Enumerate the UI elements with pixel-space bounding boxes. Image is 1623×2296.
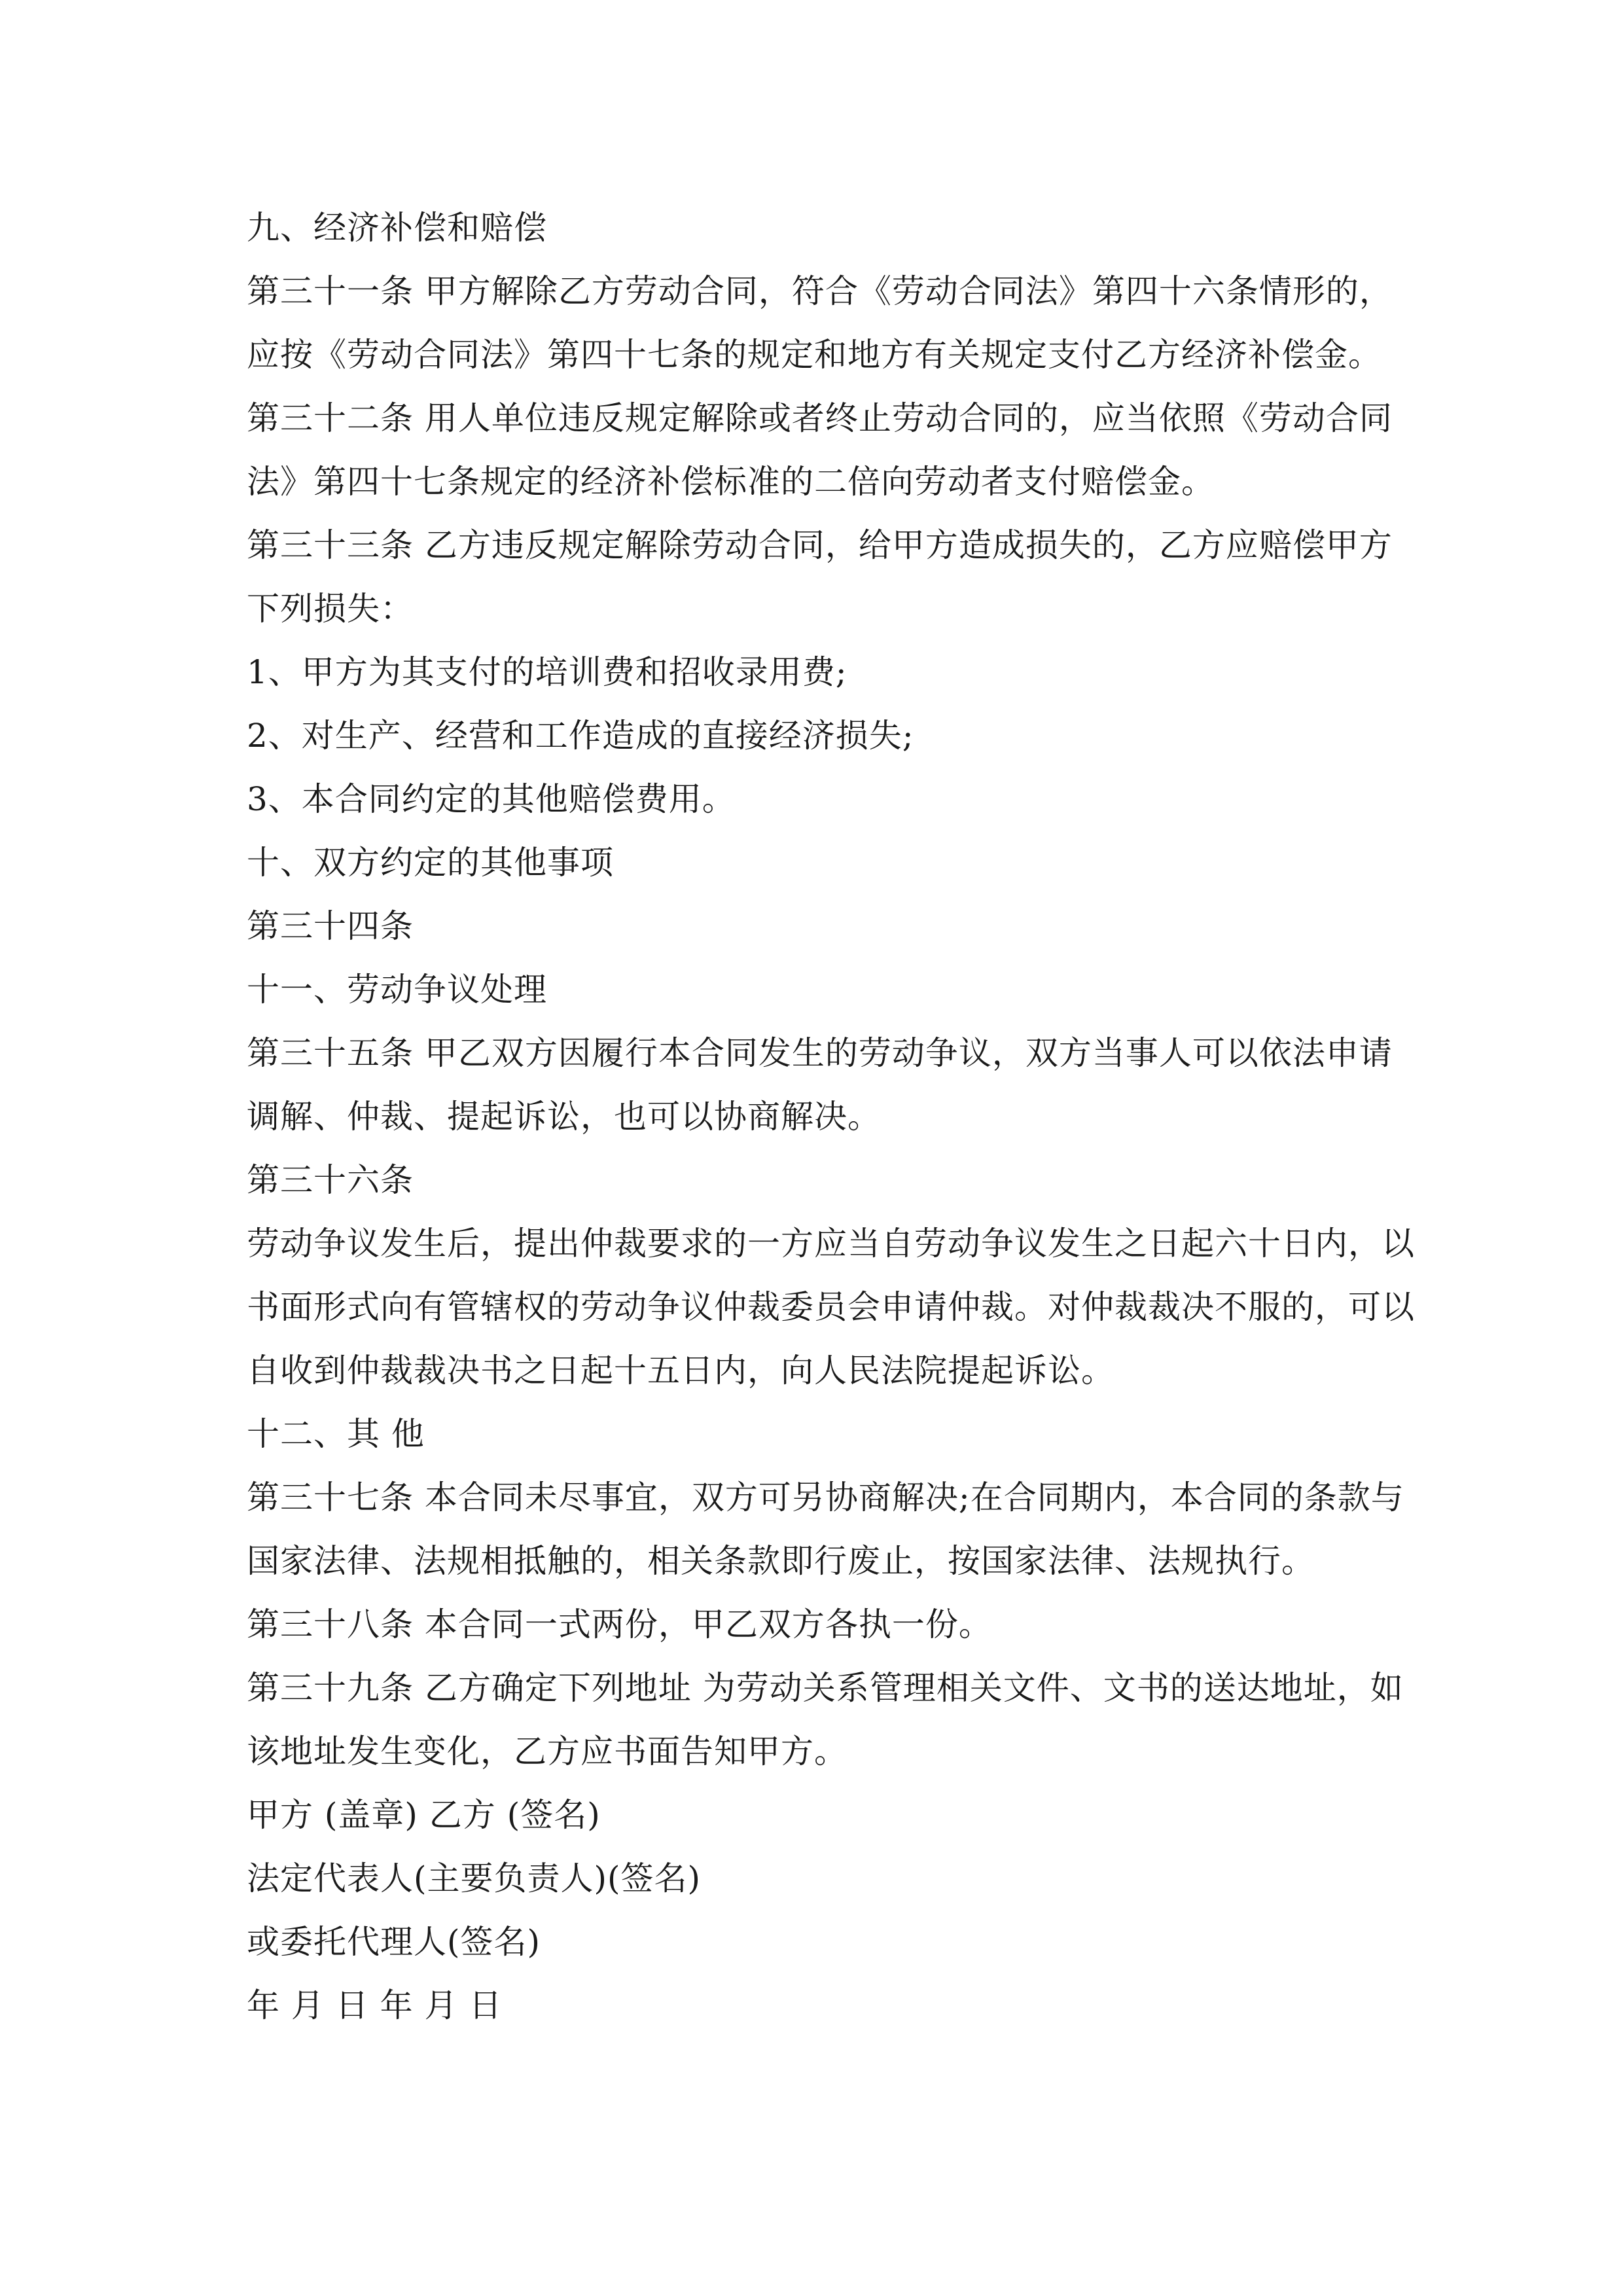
article-36-text-line-2: 书面形式向有管辖权的劳动争议仲裁委员会申请仲裁。对仲裁裁决不服的，可以	[247, 1288, 1415, 1326]
signature-legal-rep: 法定代表人(主要负责人)(签名)	[247, 1859, 702, 1897]
signature-dates: 年 月 日 年 月 日	[247, 1986, 503, 2024]
list-item-3: 3、本合同约定的其他赔偿费用。	[247, 780, 736, 818]
article-37-line-1: 第三十七条 本合同未尽事宜，双方可另协商解决;在合同期内，本合同的条款与	[247, 1479, 1404, 1516]
article-35-line-2: 调解、仲裁、提起诉讼，也可以协商解决。	[247, 1098, 881, 1136]
article-32-line-1: 第三十二条 用人单位违反规定解除或者终止劳动合同的，应当依照《劳动合同	[247, 399, 1393, 437]
article-37-line-2: 国家法律、法规相抵触的，相关条款即行废止，按国家法律、法规执行。	[247, 1542, 1315, 1580]
signature-agent: 或委托代理人(签名)	[247, 1923, 541, 1961]
signature-parties: 甲方 (盖章) 乙方 (签名)	[247, 1796, 601, 1834]
article-34: 第三十四条	[247, 907, 414, 945]
article-39-line-2: 该地址发生变化，乙方应书面告知甲方。	[247, 1732, 847, 1770]
section-heading-other-matters: 十、双方约定的其他事项	[247, 844, 614, 882]
article-38: 第三十八条 本合同一式两份，甲乙双方各执一份。	[247, 1605, 992, 1643]
section-heading-compensation: 九、经济补偿和赔偿	[247, 209, 547, 247]
article-33-line-2: 下列损失：	[247, 590, 414, 628]
article-31-line-2: 应按《劳动合同法》第四十七条的规定和地方有关规定支付乙方经济补偿金。	[247, 336, 1382, 374]
article-36-text-line-3: 自收到仲裁裁决书之日起十五日内，向人民法院提起诉讼。	[247, 1352, 1115, 1390]
list-item-1: 1、甲方为其支付的培训费和招收录用费;	[247, 653, 847, 691]
section-heading-misc: 十二、其 他	[247, 1415, 425, 1453]
article-33-line-1: 第三十三条 乙方违反规定解除劳动合同，给甲方造成损失的，乙方应赔偿甲方	[247, 526, 1393, 564]
document-body	[247, 196, 1415, 2037]
section-heading-dispute: 十一、劳动争议处理	[247, 971, 547, 1009]
article-35-line-1: 第三十五条 甲乙双方因履行本合同发生的劳动争议，双方当事人可以依法申请	[247, 1034, 1393, 1072]
list-item-2: 2、对生产、经营和工作造成的直接经济损失;	[247, 717, 914, 755]
article-32-line-2: 法》第四十七条规定的经济补偿标准的二倍向劳动者支付赔偿金。	[247, 463, 1215, 501]
article-31-line-1: 第三十一条 甲方解除乙方劳动合同，符合《劳动合同法》第四十六条情形的，	[247, 272, 1393, 310]
article-36-text-line-1: 劳动争议发生后，提出仲裁要求的一方应当自劳动争议发生之日起六十日内，以	[247, 1225, 1415, 1263]
article-36: 第三十六条	[247, 1161, 414, 1199]
article-39-line-1: 第三十九条 乙方确定下列地址 为劳动关系管理相关文件、文书的送达地址，如	[247, 1669, 1404, 1707]
